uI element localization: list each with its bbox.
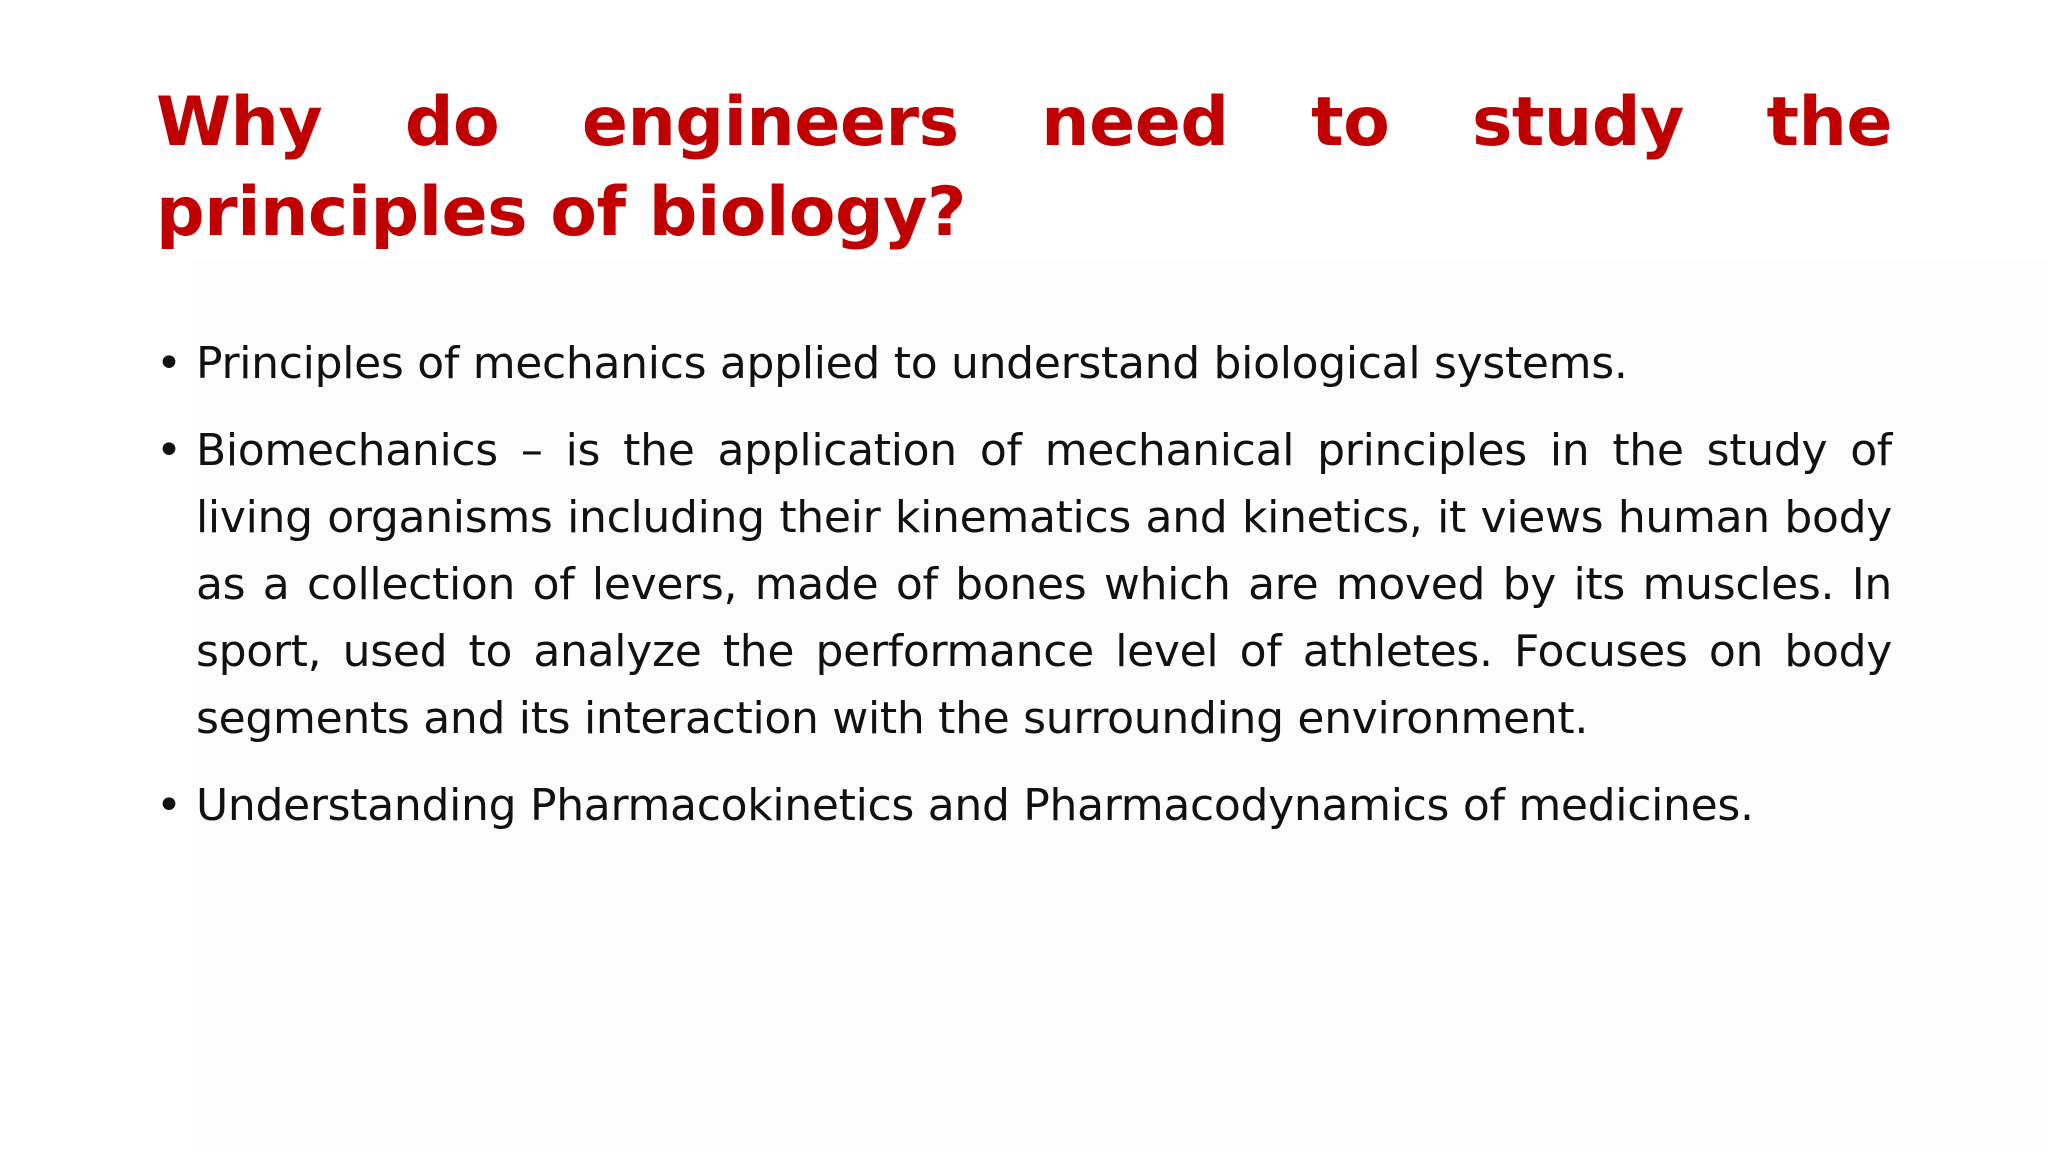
bullet-item-mechanics: [156, 330, 1892, 397]
bullet-dot-icon: •: [156, 425, 182, 476]
bullet-item-biomechanics: [156, 417, 1892, 752]
bullet-text: Understanding Pharmacokinetics and Pharmacodynamics of medicines.: [196, 780, 1754, 831]
slide-title: Why do engineers need to study the principles of biology?: [156, 83, 1892, 252]
bullet-item-pharmacology: [156, 772, 1892, 839]
bullet-list: [156, 330, 1892, 859]
bullet-dot-icon: •: [156, 780, 182, 831]
bullet-text: Biomechanics – is the application of mechanical principles in the study of living organisms including their kinematics and kinetics, it views human body as a collection of levers, made of bones which are moved by its muscles. In sport, used to analyze the performance level of athletes. Focuses on body segments and its interaction with the surrounding environment.: [196, 425, 1892, 744]
bullet-text: Principles of mechanics applied to understand biological systems.: [196, 338, 1628, 389]
bullet-dot-icon: •: [156, 338, 182, 389]
